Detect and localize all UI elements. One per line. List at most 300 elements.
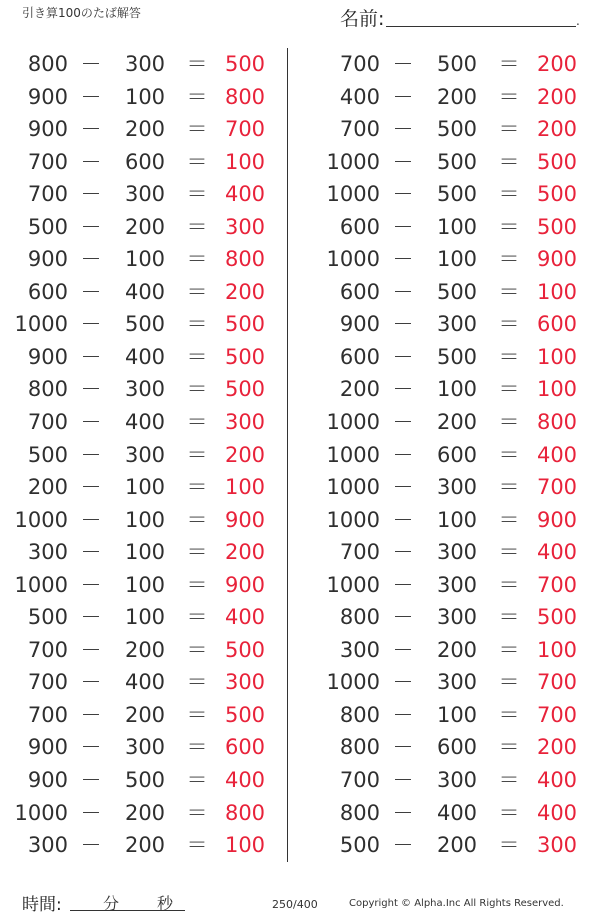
subtrahend: 200 — [124, 800, 166, 825]
answer: 800 — [224, 84, 266, 109]
copyright: Copyright © Alpha.Inc All Rights Reserved. — [349, 898, 564, 909]
answer: 500 — [536, 214, 578, 239]
answer: 400 — [224, 182, 266, 207]
minus-sign: － — [392, 702, 414, 727]
minuend: 1000 — [14, 800, 68, 825]
minus-sign: － — [392, 377, 414, 402]
problem-row — [0, 764, 285, 797]
minus-sign: － — [392, 344, 414, 369]
minus-sign: － — [392, 605, 414, 630]
minuend: 800 — [27, 377, 68, 402]
subtrahend: 300 — [436, 670, 478, 695]
minuend: 700 — [339, 52, 380, 76]
name-dot: . — [576, 14, 580, 28]
answer: 100 — [224, 149, 266, 174]
equals-sign: ＝ — [186, 507, 208, 532]
answer: 200 — [536, 52, 578, 76]
equals-sign: ＝ — [498, 540, 520, 565]
answer: 700 — [536, 702, 578, 727]
equals-sign: ＝ — [498, 507, 520, 532]
equals-sign: ＝ — [498, 572, 520, 597]
subtrahend: 100 — [436, 507, 478, 532]
answer: 400 — [536, 768, 578, 793]
problem-row — [312, 797, 597, 830]
minus-sign: － — [392, 507, 414, 532]
problem-row — [0, 341, 285, 374]
equals-sign: ＝ — [186, 702, 208, 727]
equals-sign: ＝ — [498, 410, 520, 435]
subtrahend: 300 — [124, 182, 166, 207]
equals-sign: ＝ — [186, 344, 208, 369]
equals-sign: ＝ — [186, 410, 208, 435]
minus-sign: － — [392, 442, 414, 467]
minuend: 300 — [339, 637, 380, 662]
minus-sign: － — [80, 410, 102, 435]
equals-sign: ＝ — [186, 312, 208, 337]
problem-row — [0, 471, 285, 504]
minuend: 1000 — [326, 670, 380, 695]
problem-row — [0, 699, 285, 732]
minuend: 500 — [27, 605, 68, 630]
answer: 400 — [536, 442, 578, 467]
answer: 500 — [536, 182, 578, 207]
answer: 700 — [536, 475, 578, 500]
minuend: 800 — [27, 52, 68, 76]
answer: 100 — [224, 833, 266, 858]
answer: 500 — [224, 637, 266, 662]
problem-row — [0, 439, 285, 472]
problem-row — [0, 373, 285, 406]
equals-sign: ＝ — [498, 637, 520, 662]
subtrahend: 100 — [124, 572, 166, 597]
problem-row — [0, 601, 285, 634]
problem-row — [0, 113, 285, 146]
minus-sign: － — [80, 800, 102, 825]
answer: 400 — [536, 540, 578, 565]
minuend: 800 — [339, 605, 380, 630]
equals-sign: ＝ — [186, 540, 208, 565]
answer: 200 — [224, 442, 266, 467]
answer: 300 — [224, 410, 266, 435]
equals-sign: ＝ — [498, 344, 520, 369]
subtrahend: 600 — [436, 735, 478, 760]
equals-sign: ＝ — [186, 182, 208, 207]
subtrahend: 100 — [124, 540, 166, 565]
worksheet-title: 引き算100のたば解答 — [22, 6, 141, 20]
problem-row — [312, 634, 597, 667]
problem-row — [312, 471, 597, 504]
minuend: 800 — [339, 702, 380, 727]
subtrahend: 500 — [436, 149, 478, 174]
problem-row — [0, 666, 285, 699]
subtrahend: 100 — [436, 377, 478, 402]
minuend: 600 — [339, 279, 380, 304]
problem-row — [312, 81, 597, 114]
subtrahend: 500 — [124, 768, 166, 793]
equals-sign: ＝ — [186, 442, 208, 467]
answer: 600 — [536, 312, 578, 337]
equals-sign: ＝ — [186, 605, 208, 630]
problem-row — [312, 178, 597, 211]
problem-row — [312, 243, 597, 276]
problem-row — [0, 406, 285, 439]
equals-sign: ＝ — [498, 735, 520, 760]
answer: 900 — [536, 507, 578, 532]
subtrahend: 500 — [436, 279, 478, 304]
minuend: 900 — [27, 84, 68, 109]
subtrahend: 200 — [436, 410, 478, 435]
time-label: 時間: — [22, 895, 62, 915]
answer: 100 — [536, 279, 578, 304]
minuend: 1000 — [326, 572, 380, 597]
minuend: 1000 — [326, 410, 380, 435]
minuend: 600 — [339, 344, 380, 369]
name-write-line — [386, 26, 576, 27]
problem-row — [0, 146, 285, 179]
problem-row — [312, 569, 597, 602]
answer: 900 — [224, 507, 266, 532]
problem-row — [0, 731, 285, 764]
minuend: 700 — [27, 670, 68, 695]
subtrahend: 500 — [124, 312, 166, 337]
minus-sign: － — [80, 702, 102, 727]
problem-row — [312, 439, 597, 472]
equals-sign: ＝ — [186, 768, 208, 793]
equals-sign: ＝ — [498, 702, 520, 727]
equals-sign: ＝ — [498, 377, 520, 402]
equals-sign: ＝ — [498, 833, 520, 858]
subtrahend: 300 — [436, 572, 478, 597]
minus-sign: － — [80, 214, 102, 239]
answer: 500 — [224, 344, 266, 369]
left-problem-column — [0, 48, 285, 862]
answer: 300 — [224, 670, 266, 695]
subtrahend: 200 — [124, 637, 166, 662]
subtrahend: 500 — [436, 182, 478, 207]
problem-row — [0, 48, 285, 81]
page-number: 250/400 — [272, 898, 318, 911]
subtrahend: 400 — [124, 410, 166, 435]
subtrahend: 200 — [436, 833, 478, 858]
answer: 700 — [536, 670, 578, 695]
subtrahend: 200 — [124, 214, 166, 239]
subtrahend: 100 — [436, 702, 478, 727]
problem-row — [312, 341, 597, 374]
answer: 500 — [536, 605, 578, 630]
equals-sign: ＝ — [498, 475, 520, 500]
right-problem-column — [312, 48, 597, 862]
answer: 700 — [536, 572, 578, 597]
minuend: 1000 — [326, 507, 380, 532]
subtrahend: 500 — [436, 344, 478, 369]
subtrahend: 400 — [436, 800, 478, 825]
minus-sign: － — [392, 540, 414, 565]
problem-row — [312, 48, 597, 81]
minuend: 1000 — [326, 149, 380, 174]
minus-sign: － — [80, 833, 102, 858]
problem-row — [0, 569, 285, 602]
equals-sign: ＝ — [498, 214, 520, 239]
answer: 100 — [536, 637, 578, 662]
equals-sign: ＝ — [186, 117, 208, 142]
seconds-label: 秒 — [157, 894, 174, 913]
answer: 600 — [224, 735, 266, 760]
subtrahend: 600 — [436, 442, 478, 467]
minus-sign: － — [80, 768, 102, 793]
minuend: 700 — [27, 410, 68, 435]
subtrahend: 300 — [436, 540, 478, 565]
minuend: 200 — [27, 475, 68, 500]
subtrahend: 200 — [124, 833, 166, 858]
minus-sign: － — [392, 214, 414, 239]
minus-sign: － — [80, 52, 102, 76]
equals-sign: ＝ — [498, 442, 520, 467]
subtrahend: 500 — [436, 52, 478, 76]
minuend: 1000 — [326, 182, 380, 207]
minus-sign: － — [80, 247, 102, 272]
minuend: 1000 — [326, 247, 380, 272]
equals-sign: ＝ — [498, 117, 520, 142]
subtrahend: 100 — [124, 247, 166, 272]
minus-sign: － — [392, 475, 414, 500]
answer: 400 — [536, 800, 578, 825]
minus-sign: － — [392, 149, 414, 174]
problem-row — [312, 601, 597, 634]
equals-sign: ＝ — [186, 833, 208, 858]
minuend: 900 — [27, 768, 68, 793]
problem-row — [0, 243, 285, 276]
minuend: 900 — [27, 247, 68, 272]
minus-sign: － — [392, 312, 414, 337]
answer: 100 — [224, 475, 266, 500]
subtrahend: 300 — [124, 442, 166, 467]
subtrahend: 200 — [436, 84, 478, 109]
minus-sign: － — [80, 117, 102, 142]
equals-sign: ＝ — [498, 312, 520, 337]
problem-row — [312, 113, 597, 146]
subtrahend: 300 — [124, 735, 166, 760]
minuend: 500 — [339, 833, 380, 858]
minuend: 800 — [339, 800, 380, 825]
minuend: 700 — [27, 702, 68, 727]
minus-sign: － — [392, 637, 414, 662]
problem-row — [312, 731, 597, 764]
minus-sign: － — [80, 344, 102, 369]
minus-sign: － — [392, 247, 414, 272]
problem-row — [312, 211, 597, 244]
equals-sign: ＝ — [498, 247, 520, 272]
minus-sign: － — [80, 475, 102, 500]
problem-row — [312, 666, 597, 699]
minus-sign: － — [80, 149, 102, 174]
minus-sign: － — [392, 735, 414, 760]
minus-sign: － — [392, 117, 414, 142]
minuend: 700 — [27, 149, 68, 174]
minus-sign: － — [80, 84, 102, 109]
answer: 100 — [536, 344, 578, 369]
answer: 500 — [536, 149, 578, 174]
subtrahend: 400 — [124, 670, 166, 695]
problem-row — [312, 373, 597, 406]
subtrahend: 200 — [436, 637, 478, 662]
problem-row — [0, 797, 285, 830]
minuend: 600 — [339, 214, 380, 239]
problem-row — [0, 276, 285, 309]
answer: 200 — [224, 279, 266, 304]
minuend: 300 — [27, 833, 68, 858]
problem-row — [312, 406, 597, 439]
equals-sign: ＝ — [186, 247, 208, 272]
minus-sign: － — [80, 637, 102, 662]
minus-sign: － — [392, 52, 414, 76]
answer: 500 — [224, 702, 266, 727]
minus-sign: － — [392, 182, 414, 207]
problem-row — [0, 634, 285, 667]
minuend: 900 — [339, 312, 380, 337]
minuend: 700 — [339, 768, 380, 793]
minus-sign: － — [392, 572, 414, 597]
problem-row — [312, 536, 597, 569]
minuend: 900 — [27, 735, 68, 760]
minus-sign: － — [392, 833, 414, 858]
equals-sign: ＝ — [498, 52, 520, 76]
minuend: 700 — [339, 117, 380, 142]
equals-sign: ＝ — [498, 149, 520, 174]
equals-sign: ＝ — [186, 214, 208, 239]
minuend: 900 — [27, 117, 68, 142]
minuend: 700 — [27, 637, 68, 662]
problem-row — [312, 699, 597, 732]
problem-row — [312, 146, 597, 179]
answer: 900 — [224, 572, 266, 597]
equals-sign: ＝ — [186, 84, 208, 109]
minus-sign: － — [392, 410, 414, 435]
subtrahend: 200 — [124, 702, 166, 727]
subtrahend: 100 — [124, 475, 166, 500]
minuend: 500 — [27, 214, 68, 239]
column-divider — [287, 48, 288, 862]
minuend: 700 — [27, 182, 68, 207]
minus-sign: － — [80, 312, 102, 337]
subtrahend: 200 — [124, 117, 166, 142]
equals-sign: ＝ — [186, 52, 208, 76]
minus-sign: － — [392, 84, 414, 109]
problem-row — [312, 308, 597, 341]
minus-sign: － — [80, 540, 102, 565]
problem-row — [312, 764, 597, 797]
problem-row — [0, 504, 285, 537]
answer: 800 — [536, 410, 578, 435]
equals-sign: ＝ — [186, 149, 208, 174]
minuend: 800 — [339, 735, 380, 760]
subtrahend: 300 — [436, 605, 478, 630]
equals-sign: ＝ — [186, 800, 208, 825]
minus-sign: － — [80, 507, 102, 532]
problem-row — [312, 504, 597, 537]
answer: 500 — [224, 312, 266, 337]
equals-sign: ＝ — [498, 84, 520, 109]
subtrahend: 300 — [124, 52, 166, 76]
answer: 400 — [224, 605, 266, 630]
equals-sign: ＝ — [498, 768, 520, 793]
minuend: 1000 — [326, 475, 380, 500]
problem-row — [0, 308, 285, 341]
problem-row — [0, 829, 285, 862]
problem-row — [312, 276, 597, 309]
answer: 900 — [536, 247, 578, 272]
minus-sign: － — [80, 182, 102, 207]
answer: 800 — [224, 800, 266, 825]
minus-sign: － — [80, 605, 102, 630]
minuend: 600 — [27, 279, 68, 304]
answer: 700 — [224, 117, 266, 142]
subtrahend: 400 — [124, 344, 166, 369]
minuend: 900 — [27, 344, 68, 369]
minuend: 1000 — [14, 312, 68, 337]
answer: 200 — [536, 117, 578, 142]
equals-sign: ＝ — [498, 670, 520, 695]
equals-sign: ＝ — [186, 475, 208, 500]
subtrahend: 100 — [124, 605, 166, 630]
answer: 200 — [224, 540, 266, 565]
equals-sign: ＝ — [498, 182, 520, 207]
answer: 500 — [224, 377, 266, 402]
problem-row — [312, 829, 597, 862]
minuend: 200 — [339, 377, 380, 402]
equals-sign: ＝ — [186, 572, 208, 597]
equals-sign: ＝ — [498, 279, 520, 304]
name-label: 名前: — [340, 8, 385, 30]
equals-sign: ＝ — [498, 605, 520, 630]
minus-sign: － — [392, 800, 414, 825]
answer: 300 — [536, 833, 578, 858]
subtrahend: 300 — [436, 312, 478, 337]
equals-sign: ＝ — [186, 377, 208, 402]
problem-row — [0, 81, 285, 114]
minuend: 1000 — [14, 572, 68, 597]
equals-sign: ＝ — [186, 279, 208, 304]
minuend: 400 — [339, 84, 380, 109]
minuend: 1000 — [326, 442, 380, 467]
equals-sign: ＝ — [186, 637, 208, 662]
minus-sign: － — [80, 279, 102, 304]
problem-row — [0, 211, 285, 244]
minus-sign: － — [392, 768, 414, 793]
subtrahend: 400 — [124, 279, 166, 304]
answer: 300 — [224, 214, 266, 239]
subtrahend: 100 — [124, 507, 166, 532]
equals-sign: ＝ — [186, 735, 208, 760]
minutes-label: 分 — [103, 894, 120, 913]
subtrahend: 600 — [124, 149, 166, 174]
minus-sign: － — [80, 377, 102, 402]
subtrahend: 300 — [436, 475, 478, 500]
minus-sign: － — [80, 670, 102, 695]
subtrahend: 300 — [124, 377, 166, 402]
minus-sign: － — [80, 735, 102, 760]
subtrahend: 100 — [436, 247, 478, 272]
subtrahend: 300 — [436, 768, 478, 793]
minuend: 1000 — [14, 507, 68, 532]
problem-row — [0, 536, 285, 569]
answer: 100 — [536, 377, 578, 402]
subtrahend: 500 — [436, 117, 478, 142]
minuend: 500 — [27, 442, 68, 467]
answer: 200 — [536, 84, 578, 109]
minus-sign: － — [392, 279, 414, 304]
minuend: 300 — [27, 540, 68, 565]
subtrahend: 100 — [124, 84, 166, 109]
